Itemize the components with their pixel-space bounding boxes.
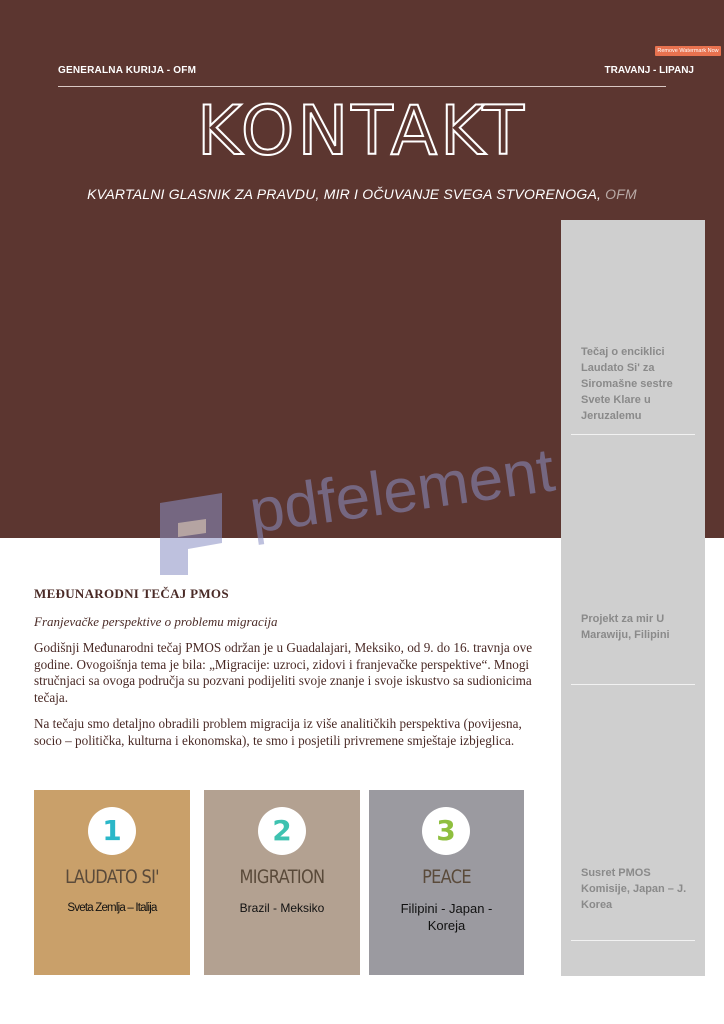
header-divider bbox=[58, 86, 666, 87]
card-label: PEACE bbox=[422, 866, 471, 888]
organization-name: GENERALNA KURIJA - OFM bbox=[58, 65, 197, 76]
subtitle-ofm: OFM bbox=[601, 186, 637, 202]
sidebar-item-laudato-course: Tečaj o enciklici Laudato Si' za Siromašne sestre Svete Klare u Jeruzalemu bbox=[581, 346, 673, 422]
number-badge: 3 bbox=[422, 807, 470, 855]
masthead-title: KONTAKT bbox=[197, 92, 527, 171]
article-paragraph: Godišnji Međunarodni tečaj PMOS održan je u Guadalajari, Meksiko, od 9. do 16. travnja ove godine. Ovogoišnja tema je bila: „Migracije: uzroci, zidovi i franjevačke perspektive“. Mnogi stručnjaci sa ovoga područja su pozvani podijeliti svoje znanje i svoje iskustvo sa sudionicima tečaja. bbox=[34, 640, 533, 705]
date-end: LIPANJ bbox=[659, 65, 694, 76]
article bbox=[34, 586, 544, 749]
card-place: Filipini - Japan - Koreja bbox=[400, 901, 493, 933]
sidebar-item-marawi-project: Projekt za mir U Marawiju, Filipini bbox=[581, 613, 670, 641]
issue-date bbox=[605, 65, 694, 76]
date-start: TRAVANJ - bbox=[604, 65, 660, 76]
sidebar-divider bbox=[571, 434, 695, 435]
sidebar-panel bbox=[561, 220, 705, 976]
pdfelement-logo-icon bbox=[150, 493, 222, 575]
sidebar-divider bbox=[571, 684, 695, 685]
number-badge: 1 bbox=[88, 807, 136, 855]
number-badge: 2 bbox=[258, 807, 306, 855]
card-peace bbox=[369, 790, 524, 975]
article-paragraph: Na tečaju smo detaljno obradili problem migracija iz više analitičkih perspektiva (povijesna, socio – politička, kulturna i ekonomska), te smo i posjetili privremene smještaje izbjeglica. bbox=[34, 716, 522, 748]
remove-watermark-button[interactable]: Remove Watermark Now bbox=[655, 46, 721, 56]
sidebar-divider bbox=[571, 940, 695, 941]
card-label: MIGRATION bbox=[239, 866, 325, 888]
card-place: Sveta Zemlja – Italija bbox=[67, 902, 157, 914]
pdfelement-watermark bbox=[150, 435, 580, 585]
article-title: MEĐUNARODNI TEČAJ PMOS bbox=[34, 586, 229, 601]
article-subtitle: Franjevačke perspektive o problemu migracija bbox=[34, 614, 278, 629]
card-laudato-si bbox=[34, 790, 190, 975]
masthead-subtitle bbox=[0, 186, 724, 202]
watermark-text: pdfelement bbox=[245, 435, 559, 547]
card-place: Brazil - Meksiko bbox=[239, 901, 325, 915]
card-migration bbox=[204, 790, 360, 975]
subtitle-main: KVARTALNI GLASNIK ZA PRAVDU, MIR I OČUVANJE SVEGA STVORENOGA, bbox=[87, 186, 602, 202]
card-label: LAUDATO SI' bbox=[65, 866, 159, 888]
sidebar-item-pmos-meeting: Susret PMOS Komisije, Japan – J. Koreа bbox=[581, 867, 687, 911]
